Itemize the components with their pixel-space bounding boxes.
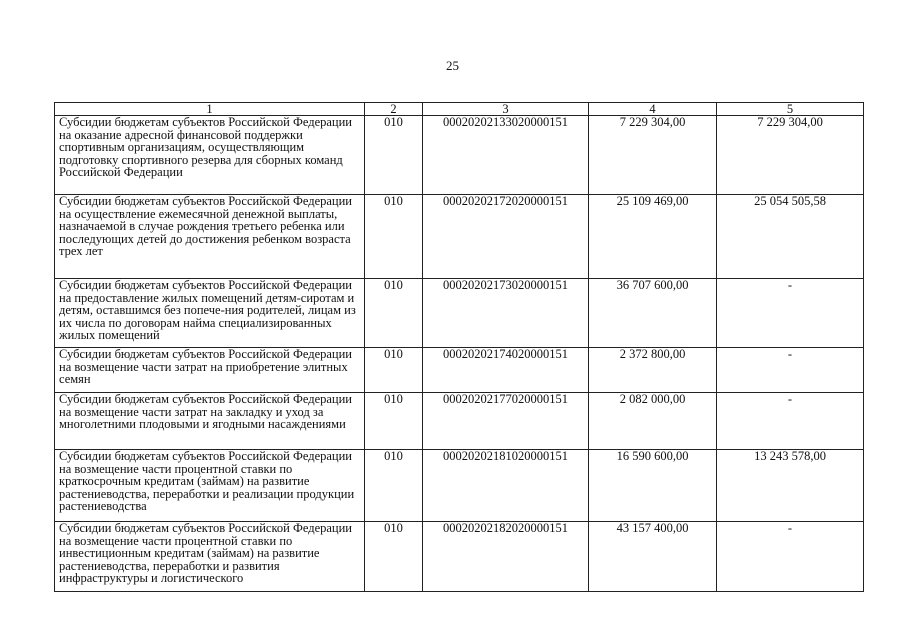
row-code-cell: 010: [365, 522, 423, 592]
row-name-cell: Субсидии бюджетам субъектов Российской Федерации на предоставление жилых помещений детям-сиротам и детям, оставшимся без попече-ния родителей, лицам из их числа по договорам найма специализированных жилых помещений: [55, 279, 365, 348]
row-fact-cell: -: [717, 348, 864, 393]
row-kbk-cell: 00020202173020000151: [423, 279, 589, 348]
row-kbk-cell: 00020202172020000151: [423, 195, 589, 279]
row-fact-cell: 7 229 304,00: [717, 116, 864, 195]
row-fact-cell: -: [717, 279, 864, 348]
row-kbk-cell: 00020202133020000151: [423, 116, 589, 195]
table-row: [55, 116, 864, 195]
table-row: [55, 393, 864, 450]
row-name-cell: Субсидии бюджетам субъектов Российской Федерации на возмещение части процентной ставки по краткосрочным кредитам (займам) на развитие растениеводства, переработки и реализации продукции растениеводства: [55, 450, 365, 522]
row-name-cell: Субсидии бюджетам субъектов Российской Федерации на оказание адресной финансовой поддержки спортивным организациям, осуществляющим подготовку спортивного резерва для сборных команд Российской Федерации: [55, 116, 365, 195]
row-plan-cell: 2 082 000,00: [589, 393, 717, 450]
row-name-cell: Субсидии бюджетам субъектов Российской Федерации на возмещение части процентной ставки по инвестиционным кредитам (займам) на развитие растениеводства, переработки и развития инфраструктуры и логистического: [55, 522, 365, 592]
row-name-cell: Субсидии бюджетам субъектов Российской Федерации на осуществление ежемесячной денежной выплаты, назначаемой в случае рождения третьего ребенка или последующих детей до достижения ребенком возраста трех лет: [55, 195, 365, 279]
row-plan-cell: 7 229 304,00: [589, 116, 717, 195]
column-header-4: 4: [589, 103, 717, 116]
column-header-2: 2: [365, 103, 423, 116]
row-kbk-cell: 00020202181020000151: [423, 450, 589, 522]
row-plan-cell: 25 109 469,00: [589, 195, 717, 279]
row-code-cell: 010: [365, 393, 423, 450]
row-name-cell: Субсидии бюджетам субъектов Российской Федерации на возмещение части затрат на приобретение элитных семян: [55, 348, 365, 393]
table-row: [55, 522, 864, 592]
row-plan-cell: 43 157 400,00: [589, 522, 717, 592]
row-kbk-cell: 00020202174020000151: [423, 348, 589, 393]
row-fact-cell: -: [717, 393, 864, 450]
row-code-cell: 010: [365, 195, 423, 279]
row-code-cell: 010: [365, 279, 423, 348]
row-fact-cell: 25 054 505,58: [717, 195, 864, 279]
row-name-cell: Субсидии бюджетам субъектов Российской Федерации на возмещение части затрат на закладку и уход за многолетними плодовыми и ягодными насаждениями: [55, 393, 365, 450]
budget-table: [54, 102, 864, 592]
table-row: [55, 195, 864, 279]
row-kbk-cell: 00020202177020000151: [423, 393, 589, 450]
table-header-row: [55, 103, 864, 116]
row-code-cell: 010: [365, 348, 423, 393]
row-code-cell: 010: [365, 450, 423, 522]
row-plan-cell: 36 707 600,00: [589, 279, 717, 348]
table-row: [55, 450, 864, 522]
column-header-3: 3: [423, 103, 589, 116]
column-header-1: 1: [55, 103, 365, 116]
table-row: [55, 279, 864, 348]
row-code-cell: 010: [365, 116, 423, 195]
row-plan-cell: 2 372 800,00: [589, 348, 717, 393]
row-kbk-cell: 00020202182020000151: [423, 522, 589, 592]
row-fact-cell: -: [717, 522, 864, 592]
row-fact-cell: 13 243 578,00: [717, 450, 864, 522]
column-header-5: 5: [717, 103, 864, 116]
table-row: [55, 348, 864, 393]
page-number: 25: [446, 58, 459, 73]
row-plan-cell: 16 590 600,00: [589, 450, 717, 522]
